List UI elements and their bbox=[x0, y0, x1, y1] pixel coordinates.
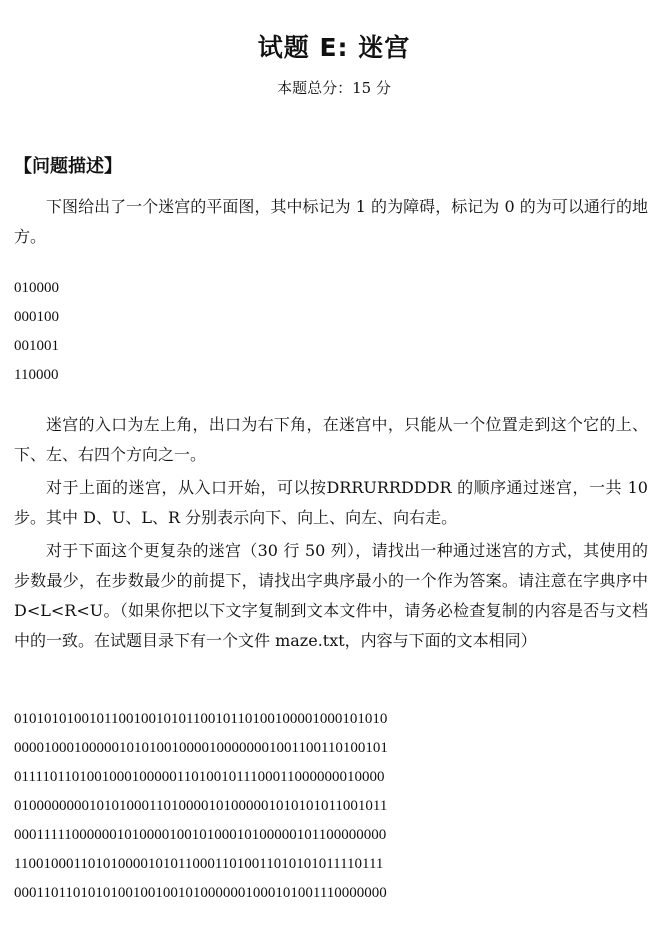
big-maze-row: 11001000110101000010101100011010011010101011110111 bbox=[14, 856, 384, 872]
big-maze-row: 00011111000000101000010010100010100000101100000000 bbox=[14, 827, 387, 843]
paragraph-task: 对于下面这个更复杂的迷宫（30 行 50 列），请找出一种通过迷宫的方式，其使用的步数最少，在步数最少的前提下，请找出字典序最小的一个作为答案。请注意在字典序中D<L<R<U。（如果你把以下文字复制到文本文件中，请务必检查复制的内容是否与文档中的一致。在试题目录下有一个文件 maze.txt，内容与下面的文本相同） bbox=[14, 541, 648, 650]
small-maze-row: 010000 bbox=[14, 280, 59, 296]
score-subtitle: 本题总分：15 分 bbox=[277, 79, 391, 97]
big-maze-row: 01010101001011001001010110010110100100001000101010 bbox=[14, 711, 388, 727]
big-maze-row: 01111011010010001000001101001011100011000000010000 bbox=[14, 769, 385, 785]
small-maze-row: 110000 bbox=[14, 367, 59, 383]
section-heading: 【问题描述】 bbox=[14, 156, 122, 177]
small-maze-row: 001001 bbox=[14, 338, 59, 354]
paragraph-example: 对于上面的迷宫，从入口开始，可以按DRRURRDDDR 的顺序通过迷宫，一共 10 步。其中 D、U、L、R 分别表示向下、向上、向左、向右走。 bbox=[14, 478, 648, 527]
paragraph-intro: 下图给出了一个迷宫的平面图，其中标记为 1 的为障碍，标记为 0 的为可以通行的地方。 bbox=[14, 197, 648, 246]
big-maze-row: 01000000001010100011010000101000001010101011001011 bbox=[14, 798, 388, 814]
small-maze-row: 000100 bbox=[14, 309, 59, 325]
page-title: 试题 E: 迷宫 bbox=[257, 33, 411, 62]
paragraph-rules: 迷宫的入口为左上角，出口为右下角，在迷宫中，只能从一个位置走到这个它的上、下、左、右四个方向之一。 bbox=[14, 415, 648, 464]
big-maze-row: 00011011010101001001001010000001000101001110000000 bbox=[14, 885, 387, 901]
big-maze-row: 00001000100000101010010000100000001001100110100101 bbox=[14, 740, 388, 756]
